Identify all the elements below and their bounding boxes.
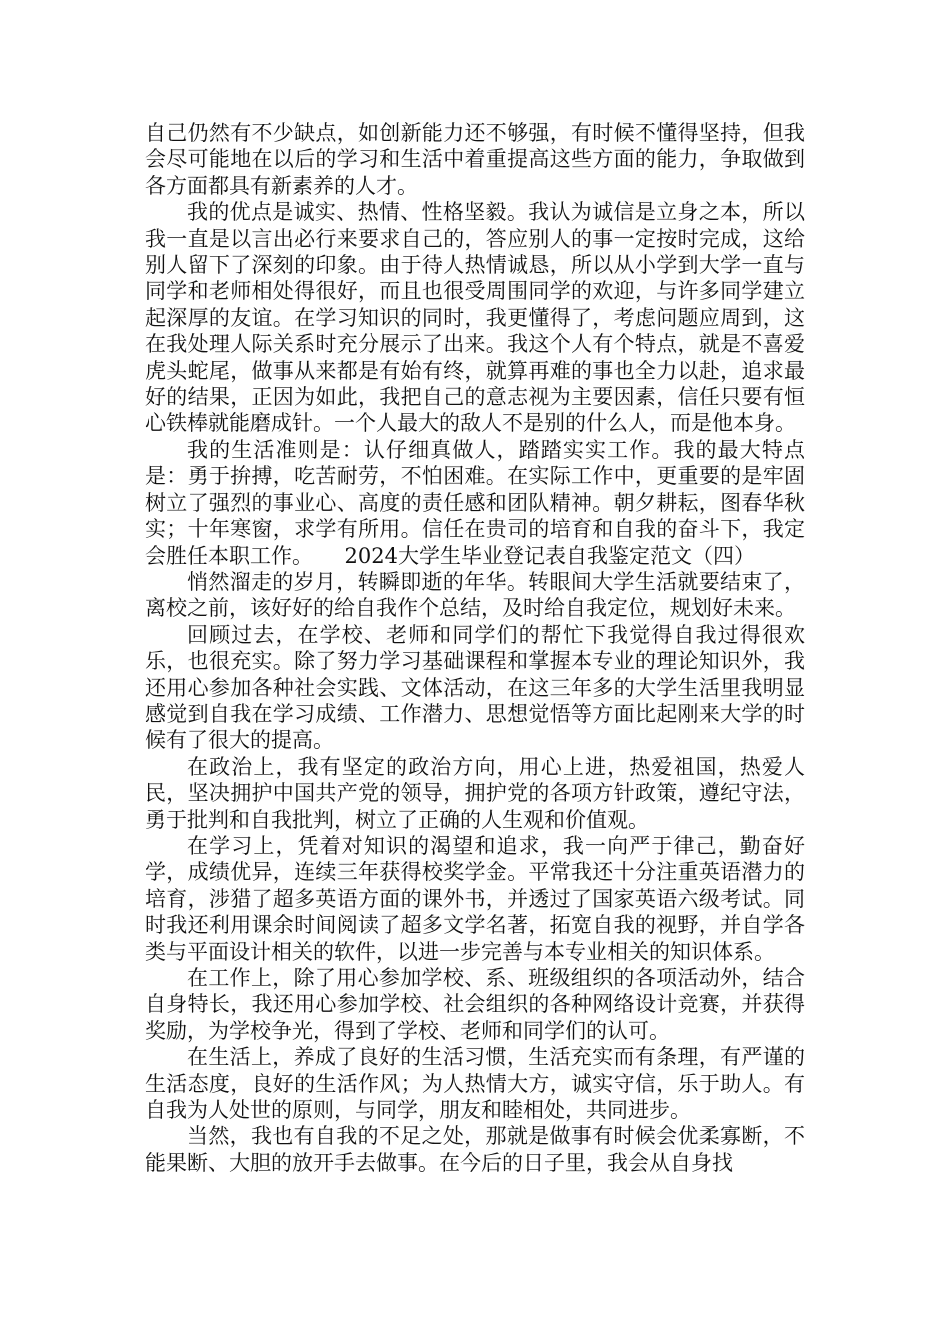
paragraph-8: 在工作上，除了用心参加学校、系、班级组织的各项活动外，结合自身特长，我还用心参加学校、社会组织的各种网络设计竞赛，并获得奖励，为学校争光，得到了学校、老师和同学们的认可。: [145, 966, 805, 1043]
paragraph-2: 我的优点是诚实、热情、性格坚毅。我认为诚信是立身之本，所以我一直是以言出必行来要求自己的，答应别人的事一定按时完成，这给别人留下了深刻的印象。由于待人热情诚恳，所以从小学到大学一直与同学和老师相处得很好，而且也很受周围同学的欢迎，与许多同学建立起深厚的友谊。在学习知识的同时，我更懂得了，考虑问题应周到，这在我处理人际关系时充分展示了出来。我这个人有个特点，就是不喜爱虎头蛇尾，做事从来都是有始有终，就算再难的事也全力以赴，追求最好的结果，正因为如此，我把自己的意志视为主要因素，信任只要有恒心铁棒就能磨成针。一个人最大的敌人不是别的什么人，而是他本身。: [145, 200, 805, 436]
paragraph-3: 我的生活准则是：认仔细真做人，踏踏实实工作。我的最大特点是：勇于拚搏，吃苦耐劳，不怕困难。在实际工作中，更重要的是牢固树立了强烈的事业心、高度的责任感和团队精神。朝夕耕耘，图春华秋实；十年寒窗，求学有所用。信任在贵司的培育和自我的奋斗下，我定会胜任本职工作。 2024大学生毕业登记表自我鉴定范文（四）: [145, 437, 805, 568]
document-page: [145, 120, 805, 1176]
paragraph-1: 自己仍然有不少缺点，如创新能力还不够强，有时候不懂得坚持，但我会尽可能地在以后的学习和生活中着重提高这些方面的能力，争取做到各方面都具有新素养的人才。: [145, 121, 805, 198]
paragraph-7: 在学习上，凭着对知识的渴望和追求，我一向严于律己，勤奋好学，成绩优异，连续三年获得校奖学金。平常我还十分注重英语潜力的培育，涉猎了超多英语方面的课外书，并透过了国家英语六级考试。同时我还利用课余时间阅读了超多文学名著，拓宽自我的视野，并自学各类与平面设计相关的软件，以进一步完善与本专业相关的知识体系。: [145, 833, 805, 964]
paragraph-4: 悄然溜走的岁月，转瞬即逝的年华。转眼间大学生活就要结束了，离校之前，该好好的给自我作个总结，及时给自我定位，规划好未来。: [145, 569, 805, 621]
paragraph-9: 在生活上，养成了良好的生活习惯，生活充实而有条理，有严谨的生活态度，良好的生活作风；为人热情大方，诚实守信，乐于助人。有自我为人处世的原则，与同学，朋友和睦相处，共同进步。: [145, 1045, 805, 1123]
paragraph-10: 当然，我也有自我的不足之处，那就是做事有时候会优柔寡断，不能果断、大胆的放开手去做事。在今后的日子里，我会从自身找: [145, 1124, 805, 1175]
paragraph-5: 回顾过去，在学校、老师和同学们的帮忙下我觉得自我过得很欢乐，也很充实。除了努力学习基础课程和掌握本专业的理论知识外，我还用心参加各种社会实践、文体活动，在这三年多的大学生活里我明显感觉到自我在学习成绩、工作潜力、思想觉悟等方面比起刚来大学的时候有了很大的提高。: [145, 622, 805, 753]
paragraph-6: 在政治上，我有坚定的政治方向，用心上进，热爱祖国，热爱人民，坚决拥护中国共产党的领导，拥护党的各项方针政策，遵纪守法，勇于批判和自我批判，树立了正确的人生观和价值观。: [145, 754, 805, 832]
